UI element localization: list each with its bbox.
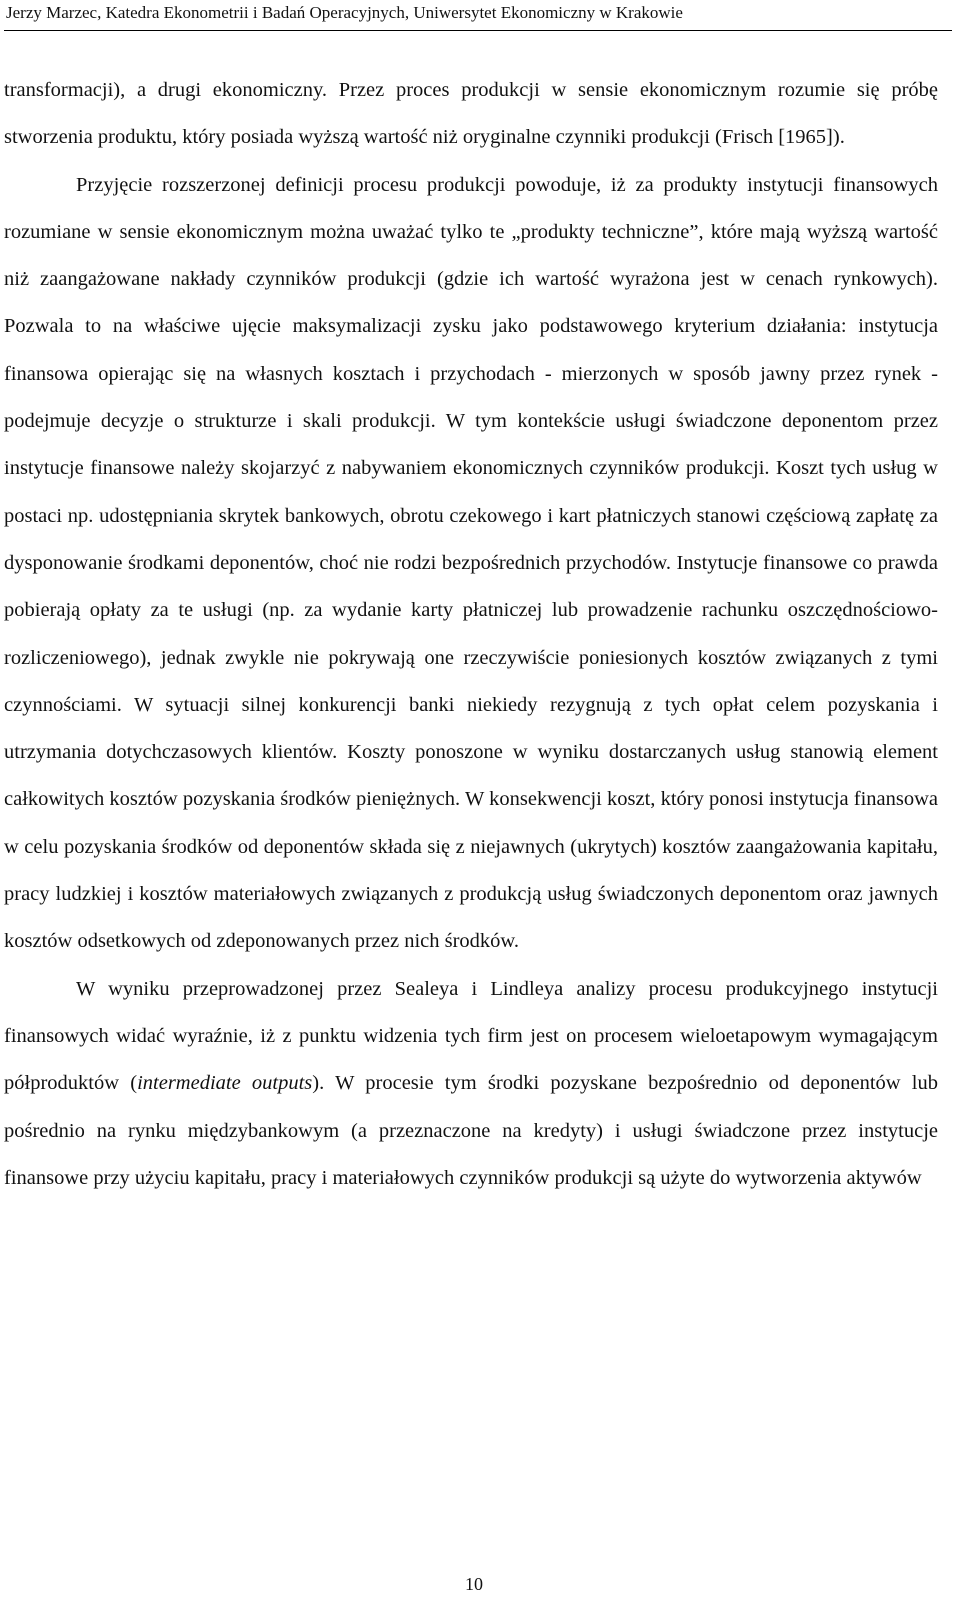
paragraph-2: Przyjęcie rozszerzonej definicji procesu produkcji powoduje, iż za produkty instytucji finansowych rozumiane w sensie ekonomicznym można uważać tylko te „produkty techniczne”, które mają wyższą wartość niż zaangażowane nakłady czynników produkcji (gdzie ich wartość wyrażona jest w cenach rynkowych). Pozwala to na właściwe ujęcie maksymalizacji zysku jako podstawowego kryterium działania: instytucja finansowa opierając się na własnych kosztach i przychodach - mierzonych w sposób jawny przez rynek - podejmuje decyzje o strukturze i skali produkcji. W tym kontekście usługi świadczone deponentom przez instytucje finansowe należy skojarzyć z nabywaniem ekonomicznych czynników produkcji. Koszt tych usług w postaci np. udostępniania skrytek bankowych, obrotu czekowego i kart płatniczych stanowi częściową zapłatę za dysponowanie środkami deponentów, choć nie rodzi bezpośrednich przychodów. Instytucje finansowe co prawda pobierają opłaty za te usługi (np. za wydanie karty płatniczej lub prowadzenie rachunku oszczędnościowo-rozliczeniowego), jednak zwykle nie pokrywają one rzeczywiście poniesionych kosztów związanych z tymi czynnościami. W sytuacji silnej konkurencji banki niekiedy rezygnują z tych opłat celem pozyskania i utrzymania dotychczasowych klientów. Koszty ponoszone w wyniku dostarczanych usług stanowią element całkowitych kosztów pozyskania środków pieniężnych. W konsekwencji koszt, który ponosi instytucja finansowa w celu pozyskania środków od deponentów składa się z niejawnych (ukrytych) kosztów zaangażowania kapitału, pracy ludzkiej i kosztów materiałowych związanych z produkcją usług świadczonych deponentom oraz jawnych kosztów odsetkowych od zdeponowanych przez nich środków. [4, 173, 938, 953]
paragraph-3 [4, 966, 938, 1202]
paragraph-3-text-after: ). W procesie tym środki pozyskane bezpośrednio od deponentów lub pośrednio na rynku międzybankowym (a przeznaczone na kredyty) i usługi świadczone przez instytucje finansowe przy użyciu kapitału, pracy i materiałowych czynników produkcji są użyte do wytworzenia aktywów [4, 1072, 938, 1189]
paragraph-1: transformacji), a drugi ekonomiczny. Przez proces produkcji w sensie ekonomicznym rozumie się próbę stworzenia produktu, który posiada wyższą wartość niż oryginalne czynniki produkcji (Frisch [1965]). [4, 79, 938, 149]
paragraph-3-text-before: W wyniku przeprowadzonej przez Sealeya i Lindleya analizy procesu produkcyjnego instytucji finansowych widać wyraźnie, iż z punktu widzenia tych firm jest on procesem wieloetapowym wymagającym półproduktów ( [4, 977, 938, 1095]
running-header: Jerzy Marzec, Katedra Ekonometrii i Badań Operacyjnych, Uniwersytet Ekonomiczny w Krakowie [6, 3, 683, 22]
paragraph-3-italic-term: intermediate outputs [137, 1072, 313, 1095]
page-number: 10 [465, 1574, 483, 1594]
body-text [4, 67, 938, 1202]
header-divider [4, 30, 952, 31]
